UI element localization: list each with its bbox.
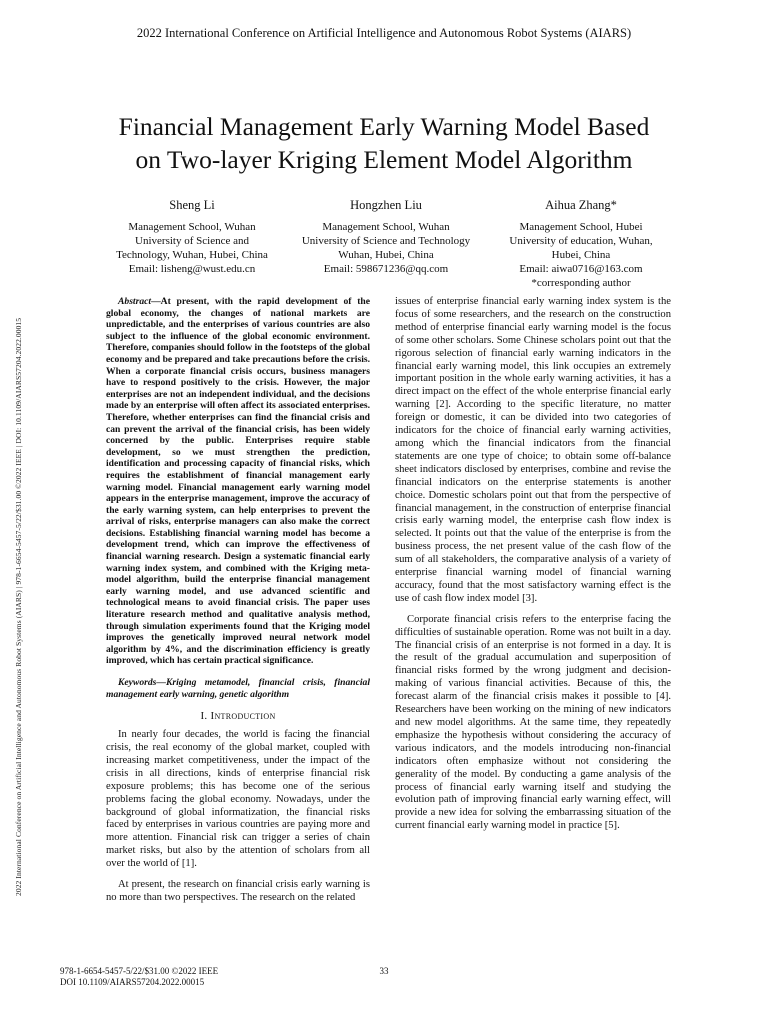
section-title: Introduction	[210, 710, 276, 723]
author-affiliation-line: University of Science and	[135, 235, 249, 247]
author-name: Sheng Li	[169, 198, 215, 212]
abstract-text: —At present, with the rapid development of the global economy, the changes of national markets are unpredictable, and the enterprises of various countries are also subject to the influence of the global economic environment. Therefore, companies should follow in the footsteps of the global economy and be prepared and take precautions before the crisis. When a corporate financial crisis occurs, business managers have to respond positively to the crisis. However, the major enterprises are not an independent individual, and the decisions made by an enterprise will often affect its associated enterprises. Therefore, whether enterprises can find the financial crisis and can prevent the arrival of the financial crisis, has been widely concerned by the public. Enterprises require stable development, so we must strengthen the prediction, identification and processing capacity of financial risks, which requires the establishment of financial management early warning model. Financial management early warning model appears in the enterprise management, improve the accuracy of the early warning system, can help enterprises to prevent the arrival of risks, enterprise managers can also make the correct decisions. Establishing financial warning model has become a development trend, which can improve the effectiveness of financial warning research. Design a systematic financial early warning index system, and combined with the Kriging meta-model algorithm, build the enterprise financial management early warning model, and use advanced scientific and technological means to avoid financial crisis. The paper uses literature research method and qualitative analysis method, through simulation experiments found that the Kriging model improves the genetically improved neural network model algorithm by 4%, and the discrimination efficiency is greatly improved, which has certain practical significance.	[106, 296, 370, 667]
footer-doi: DOI 10.1109/AIARS57204.2022.00015	[60, 977, 205, 987]
corresponding-author-note: *corresponding author	[531, 277, 631, 289]
right-column	[395, 296, 671, 841]
paper-title	[60, 110, 708, 176]
author-affiliation-line: Wuhan, Hubei, China	[338, 249, 434, 261]
author-email: Email: lisheng@wust.edu.cn	[128, 263, 256, 275]
author-3	[481, 198, 681, 290]
body-paragraph: At present, the research on financial crisis early warning is no more than two perspectives. The research on the related	[106, 879, 370, 903]
author-email: Email: 598671236@qq.com	[323, 263, 449, 275]
section-heading-introduction	[106, 710, 370, 723]
author-name: Aihua Zhang*	[545, 198, 617, 212]
author-1	[92, 198, 292, 276]
paper-title-line-2: on Two-layer Kriging Element Model Algorithm	[135, 145, 633, 174]
keywords: Keywords—Kriging metamodel, financial crisis, financial management early warning, genetic algorithm	[106, 677, 370, 700]
left-column	[106, 296, 370, 913]
author-affiliation-line: University of Science and Technology	[301, 235, 471, 247]
author-affiliation-line: Management School, Hubei	[519, 221, 643, 233]
author-name: Hongzhen Liu	[350, 198, 422, 212]
author-email: Email: aiwa0716@163.com	[519, 263, 643, 275]
conference-header: 2022 International Conference on Artificial Intelligence and Autonomous Robot Systems (AIARS)	[136, 26, 632, 40]
body-paragraph: Corporate financial crisis refers to the enterprise facing the difficulties of sustainable operation. Rome was not built in a day. The financial crisis of an enterprise is not formed in a day. It is the result of the gradual accumulation and superposition of financial risks formed by the wrong judgment and decision-making of various financial activities. Because of this, the forecast alarm of the financial crisis makes it possible to [4]. Researchers have been working on the mining of new indicators and new model algorithms. At the same time, they repeatedly emphasize the hypothesis without considering the accuracy of various indicators, and the models introducing non-financial indicators often emphasize without not considering the generality of the model. By conducting a game analysis of the process of financial early warning itself and studying the evolution path of improving financial early warning effect, will provide a new idea for solving the embarrassing situation of the current financial early warning model in practice [5].	[395, 613, 671, 832]
author-2	[286, 198, 486, 276]
body-paragraph: issues of enterprise financial early warning index system is the focus of some researchers, and the research on the construction method of enterprise financial early warning model is the focus of some other scholars. Some Chinese scholars point out that the rigorous selection of financial early warning indicators in the financial early warning model, this link occupies an extremely important position in the whole early warning activities, it has a direct impact on the effect of the whole enterprise financial early warning [2]. According to the specific literature, no matter foreign or domestic, it can be divided into two categories of indicators for the choice of financial early warning activities, among which the financial indicators from the financial statements are one type of choice; to obtain some off-balance sheet indicators disclosed by enterprises, combine and revise the financial indicators on the enterprise statements is another choice. Domestic scholars point out that from the perspective of financial management, in the construction of enterprise financial crisis early warning model, the enterprise cash flow index is selected. It points out that the value of the enterprise is from the business process, the net present value of the cash flow of the sum of all stakeholders, the comparative analysis of a variety of enterprise financial warning model of financial warning accuracy, found that the most satisfactory warning effect is the use of cash flow index model [3].	[395, 296, 671, 604]
author-affiliation-line: Technology, Wuhan, Hubei, China	[116, 249, 268, 261]
author-affiliation-line: Management School, Wuhan	[128, 221, 256, 233]
abstract	[106, 296, 370, 667]
author-affiliation-line: Management School, Wuhan	[322, 221, 450, 233]
footer-isbn: 978-1-6654-5457-5/22/$31.00 ©2022 IEEE	[60, 966, 219, 976]
author-affiliation-line: Hubei, China	[551, 249, 611, 261]
author-affiliation-line: University of education, Wuhan,	[509, 235, 653, 247]
side-doi-strip: 2022 International Conference on Artificial Intelligence and Autonomous Robot Systems (AIARS) | 978-1-6654-5457-5/22/$31.00 ©2022 IEEE | DOI: 10.1109/AIARS57204.2022.00015	[14, 317, 23, 896]
abstract-lead: Abstract	[118, 296, 152, 307]
section-number: I.	[200, 710, 208, 723]
paper-title-line-1: Financial Management Early Warning Model Based	[118, 112, 650, 141]
body-paragraph: In nearly four decades, the world is facing the financial crisis, the real economy of the global market, coupled with increasing market competitiveness, under the impact of the crisis in all directions, kinds of enterprise financial risk exposure problems; this has become one of the serious problems facing the global economy. Nowadays, under the background of global informatization, the financial risks faced by enterprises in various countries are paying more and more attention. Financial risk can trigger a series of chain market risks, but also by the attention of scholars from all over the world of [1].	[106, 729, 370, 870]
page-number: 33	[379, 966, 389, 976]
